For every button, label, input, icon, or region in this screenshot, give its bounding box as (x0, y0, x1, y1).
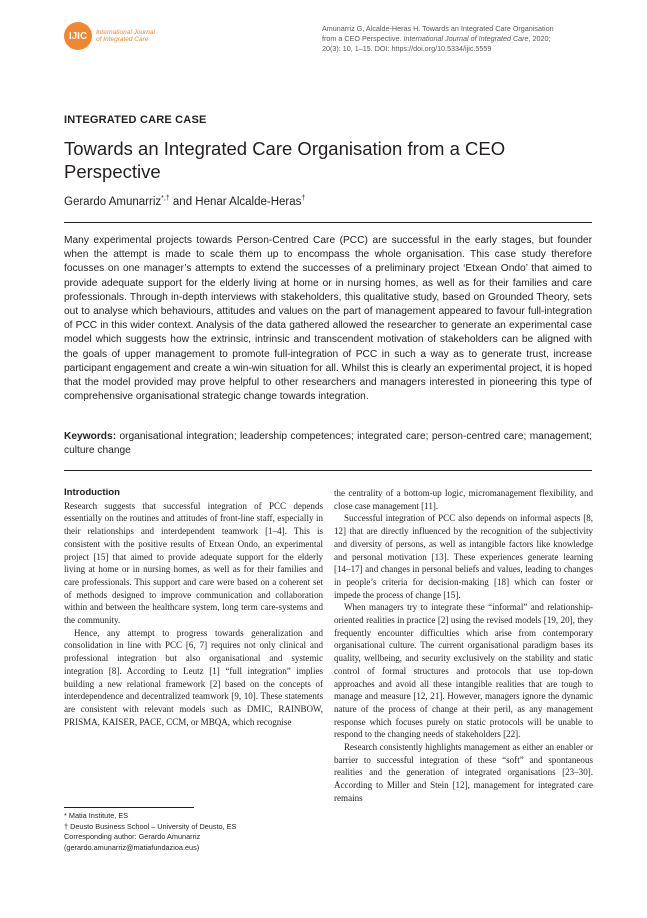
citation-line3: 20(3): 10, 1–15. DOI: https://doi.org/10.5334/ijic.5559 (322, 43, 492, 53)
corresponding-email: (gerardo.amunarriz@matiafundazioa.eus) (64, 842, 200, 852)
paragraph: the centrality of a bottom-up logic, micromanagement flexibility, and close case management [11]. (334, 488, 593, 511)
paragraph: Hence, any attempt to progress towards generalization and consolidation in line with PCC [6, 7] requires not only clinical and professional integration but also organisational and systemic integration [8]. According to Leutz [1] “full integration” implies building a new relational framework [2] based on the concepts of interdependence and decentralized teamwork [9, 10]. These statements are consistent with relevant models such as DMIC, RAINBOW, PRISMA, KAISER, PACE, CCM, or MBQA, which recognise (64, 627, 323, 727)
body-column-left (64, 487, 323, 728)
citation-year: , 2020; (528, 33, 551, 43)
journal-logo-text (96, 29, 155, 43)
keywords-list: organisational integration; leadership competences; integrated care; person-centred care; management; culture change (64, 431, 592, 457)
section-heading-introduction: Introduction (64, 487, 120, 498)
citation-line2 (322, 34, 590, 44)
author-2: and Henar Alcalde-Heras (169, 195, 302, 208)
paragraph: Research consistently highlights management as either an enabler or barrier to successful integration of these “soft” and spontaneous realities and the generation of integrated organisations [23–30]. According to Miller and Stein [12], management for integrated care remains (334, 742, 593, 803)
journal-logo-mark: IJIC (64, 22, 92, 50)
footnote-affiliation-1: * Matia Institute, ES (64, 811, 129, 820)
paragraph: When managers try to integrate these “informal” and relationship-oriented realities in practice [2] using the revised models [19, 20], they frequently encounter difficulties which arise from contemporary organisational culture. The current organisational paradigm bases its quality, wellbeing, and security exclusively on the stability and static control of formal structures and protocols that use top-down approaches and avoid all these intangible realities that are tough to manage and measure [12, 21]. However, managers ignore the dynamic nature of the process of change at their peril, as any management response which focuses purely on static protocols will be unable to respond to the changing needs of stakeholders [22]. (334, 602, 593, 740)
author-2-affiliation-marks: † (301, 195, 306, 202)
divider-bottom (64, 470, 592, 471)
author-1: Gerardo Amunarriz (64, 195, 162, 208)
author-line (64, 195, 305, 208)
logo-text-line2: of Integrated Care (96, 36, 149, 43)
paragraph: Research suggests that successful integration of PCC depends essentially on the routines and attitudes of front-line staff, especially in their relationships and interdependent teamwork [1–4]. This is consistent with the positive results of Etxean Ondo, an experimental project [15] that aimed to provide adequate support for the elderly living at home or in nursing homes, as well as for their families and care professionals. This support and care were based on a coherent set of methods designed to improve communication and collaboration within and between the healthcare system, long term care-systems and the community. (64, 500, 323, 626)
citation-title-end: from a CEO Perspective. (322, 33, 404, 43)
divider-top (64, 222, 592, 223)
corresponding-author: Corresponding author: Gerardo Amunarriz (64, 832, 201, 841)
footnote-affiliation-2: † Deusto Business School – University of Deusto, ES (64, 821, 237, 831)
journal-logo (64, 22, 155, 50)
body-column-right (334, 487, 593, 805)
article-title: Towards an Integrated Care Organisation from a CEO Perspective (64, 138, 506, 182)
citation-line1: Amunarriz G, Alcalde-Heras H. Towards an Integrated Care Organisation (322, 24, 554, 33)
footnotes (64, 807, 323, 853)
logo-text-line1: International Journal (96, 29, 155, 36)
keywords-label: Keywords: (64, 431, 117, 442)
citation-journal: International Journal of Integrated Care (403, 33, 529, 43)
footnote-rule (64, 807, 194, 808)
author-1-affiliation-marks: *,† (161, 195, 170, 202)
keywords (64, 430, 592, 458)
abstract: Many experimental projects towards Person-Centred Care (PCC) are successful in the early stages, but founder when the attempt is made to scale them up to encompass the whole organisation. This case study therefore focusses on one manager’s attempts to extend the successes of a preliminary project ‘Etxean Ondo’ that aimed to provide adequate support for the elderly living at home or in nursing homes, as well as for their families and care professionals. Through in-depth interviews with stakeholders, this qualitative study, based on Grounded Theory, sets out to analyse which behaviours, attitudes and values on the part of management appeared to favour full-integration of PCC in this wider context. Analysis of the data gathered allowed the researcher to generate an experimental case model which suggests how the extrinsic, intrinsic and transcendent motivation of stakeholders can be aligned with the goals of upper management to promote full-integration of PCC in such a way as to generate trust, increase participant engagement and create a win-win situation for all. Whilst this is clearly an experimental project, it is hoped that the model provided may prove helpful to other researchers and managers interested in pioneering this type of comprehensive organisational strategic change towards integration. (64, 235, 592, 403)
case-label: INTEGRATED CARE CASE (64, 114, 207, 126)
citation-block (322, 24, 590, 53)
paragraph: Successful integration of PCC also depends on informal aspects [8, 12] that are directly influenced by the recognition of the subjectivity and diversity of persons, as well as intangible factors like knowledge and personal motivation [13]. These experiences generate learning [14–17] and changes in personal beliefs and values, leading to changes in people’s criteria for decision-making [18] which can foster or impede the process of change [15]. (334, 513, 593, 600)
